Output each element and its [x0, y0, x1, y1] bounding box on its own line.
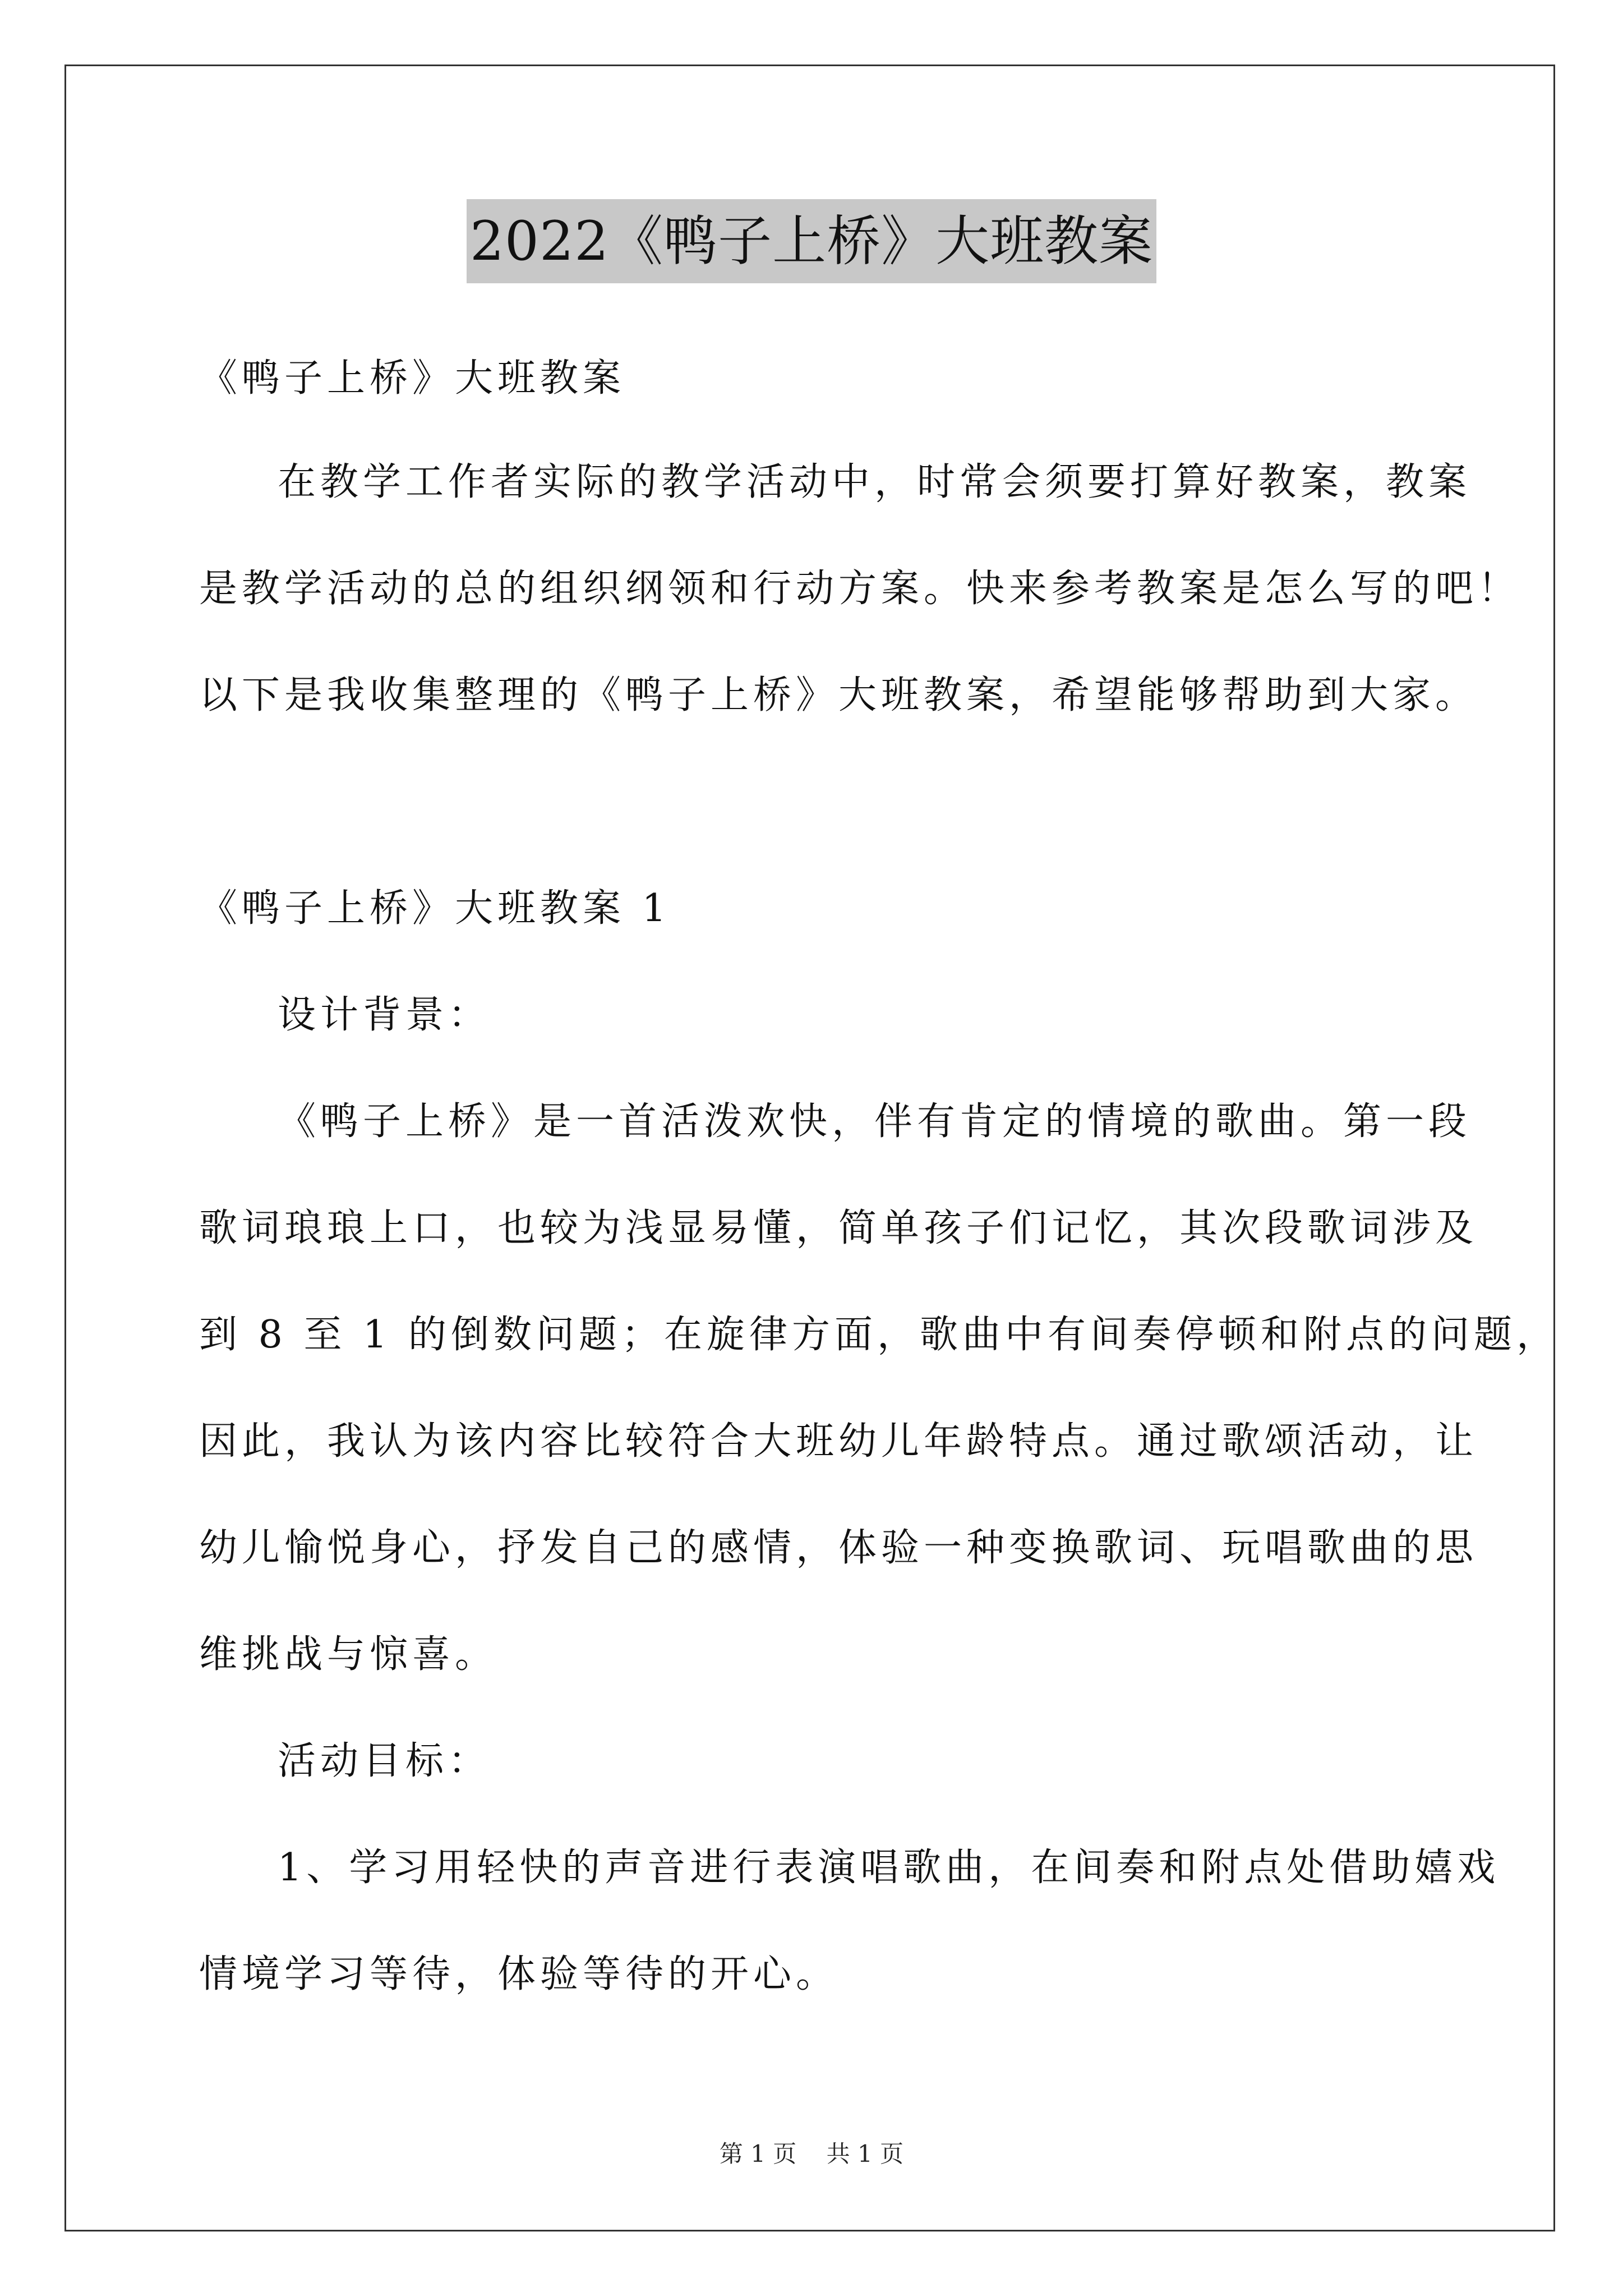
footer-page-number: 第 1 页	[719, 2140, 797, 2168]
document-title: 2022《鸭子上桥》大班教案	[467, 199, 1156, 283]
design-line-4: 因此，我认为该内容比较符合大班幼儿年龄特点。通过歌颂活动，让	[199, 1419, 1478, 1464]
footer-page-total: 共 1 页	[826, 2140, 904, 2168]
title-wrap	[0, 199, 1623, 283]
intro-line-2: 是教学活动的总的组织纲领和行动方案。快来参考教案是怎么写的吧！	[199, 567, 1521, 611]
page-footer	[0, 2137, 1623, 2171]
design-line-6: 维挑战与惊喜。	[199, 1632, 498, 1677]
design-line-5: 幼儿愉悦身心，抒发自己的感情，体验一种变换歌词、玩唱歌曲的思	[199, 1526, 1478, 1570]
design-line-2: 歌词琅琅上口，也较为浅显易懂，简单孩子们记忆，其次段歌词涉及	[199, 1206, 1478, 1250]
design-line-3: 到 8 至 1 的倒数问题；在旋律方面，歌曲中有间奏停顿和附点的问题，	[199, 1313, 1559, 1357]
intro-line-1: 在教学工作者实际的教学活动中，时常会须要打算好教案，教案	[278, 460, 1472, 504]
design-line-1: 《鸭子上桥》是一首活泼欢快，伴有肯定的情境的歌曲。第一段	[278, 1099, 1472, 1144]
design-heading: 设计背景：	[278, 993, 491, 1037]
document-subtitle: 《鸭子上桥》大班教案	[199, 356, 626, 401]
goal-line-1: 1、学习用轻快的声音进行表演唱歌曲，在间奏和附点处借助嬉戏	[278, 1846, 1500, 1890]
section-title: 《鸭子上桥》大班教案 1	[199, 886, 671, 931]
intro-line-3: 以下是我收集整理的《鸭子上桥》大班教案，希望能够帮助到大家。	[199, 673, 1478, 717]
goal-line-2: 情境学习等待，体验等待的开心。	[199, 1952, 839, 1996]
goal-heading: 活动目标：	[278, 1739, 491, 1783]
